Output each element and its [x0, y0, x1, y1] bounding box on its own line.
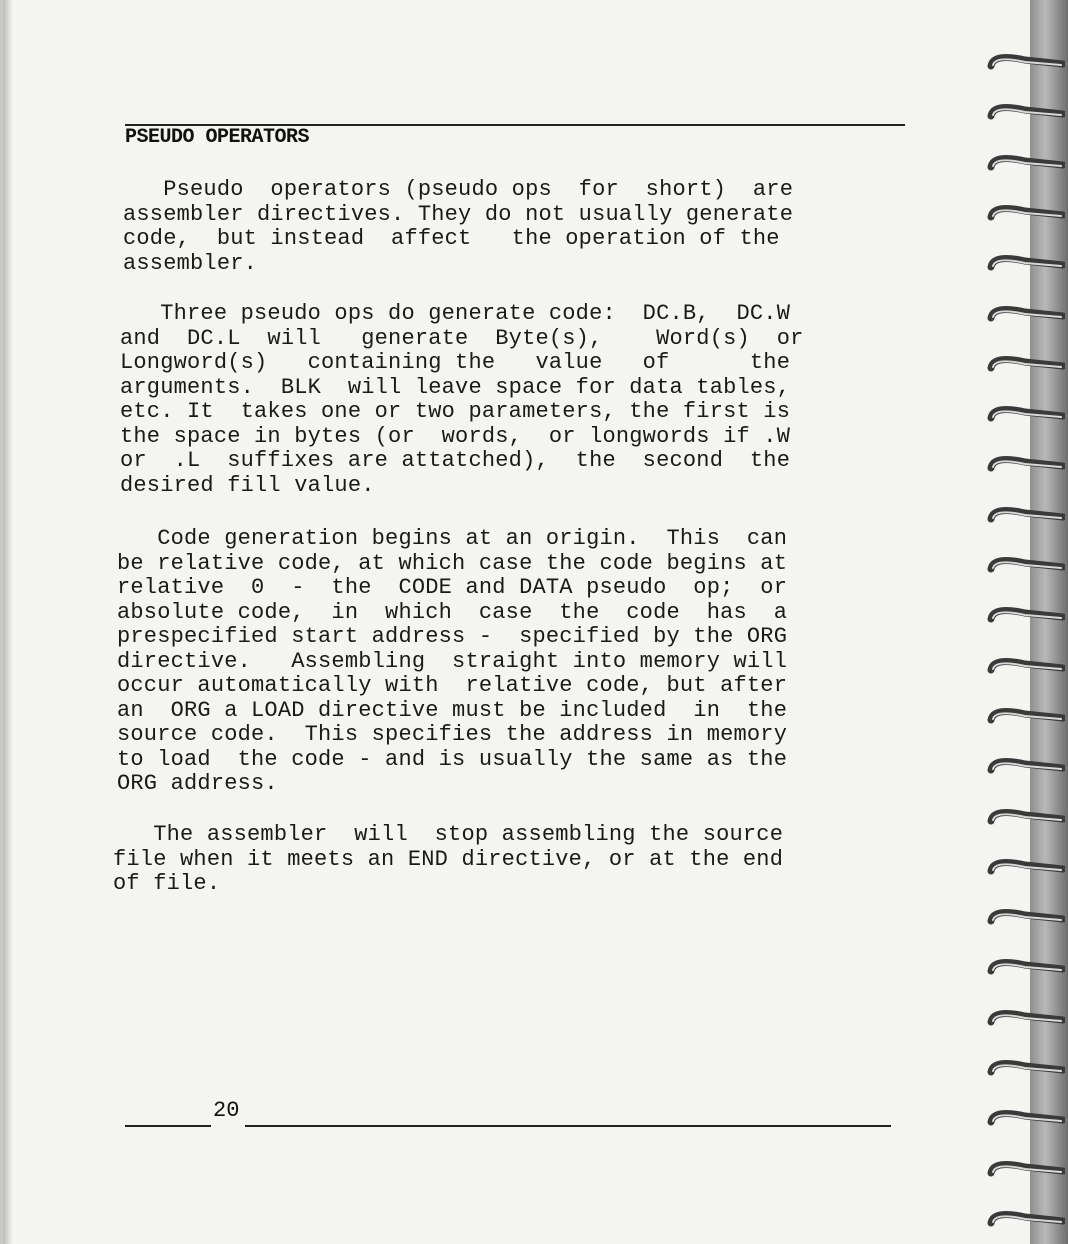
- paragraph-pseudo-ops-intro: Pseudo operators (pseudo ops for short) are assembler directives. They do not usually generate code, but instead affect the operation of the assembler.: [123, 177, 794, 276]
- footer-rule-right: [245, 1125, 891, 1127]
- binding-coil: [985, 807, 1065, 833]
- binding-coil: [985, 857, 1065, 883]
- footer-rule-left: [125, 1125, 211, 1127]
- paragraph-end-directive: The assembler will stop assembling the source file when it meets an END directive, or at the end of file.: [113, 822, 784, 896]
- binding-coil: [985, 1159, 1065, 1185]
- binding-coil: [985, 756, 1065, 782]
- binding-coil: [985, 1209, 1065, 1235]
- binding-coil: [985, 1108, 1065, 1134]
- binding-coil: [985, 153, 1065, 179]
- binding-coil: [985, 907, 1065, 933]
- binding-coil: [985, 203, 1065, 229]
- paragraph-code-origin: Code generation begins at an origin. This can be relative code, at which case the code begins at relative 0 - the CODE and DATA pseudo op; or absolute code, in which case the code has a prespecified start address - specified by the ORG directive. Assembling straight into memory will occur automatically with relative code, but after an ORG a LOAD directive must be included in the source code. This specifies the address in memory to load the code - and is usually the same as the ORG address.: [117, 526, 788, 796]
- binding-coil: [985, 102, 1065, 128]
- page-edge-shadow: [3, 0, 13, 1244]
- binding-coil: [985, 354, 1065, 380]
- binding-coil: [985, 1058, 1065, 1084]
- binding-coil: [985, 454, 1065, 480]
- page-number: 20: [213, 1098, 240, 1123]
- paragraph-code-generating-ops: Three pseudo ops do generate code: DC.B, DC.W and DC.L will generate Byte(s), Word(s) or Longword(s) containing the value of the arguments. BLK will leave space for data tables, etc. It takes one or two parameters, the first is the space in bytes (or words, or longwords if .W or .L suffixes are attatched), the second the desired fill value.: [120, 301, 804, 498]
- binding-coil: [985, 706, 1065, 732]
- binding-coil: [985, 957, 1065, 983]
- binding-coil: [985, 656, 1065, 682]
- binding-coil: [985, 253, 1065, 279]
- binding-coil: [985, 404, 1065, 430]
- page-footer: [125, 1098, 891, 1128]
- section-heading: PSEUDO OPERATORS: [125, 126, 310, 149]
- binding-coil: [985, 52, 1065, 78]
- binding-coil: [985, 605, 1065, 631]
- binding-coil: [985, 505, 1065, 531]
- binding-coil: [985, 555, 1065, 581]
- binding-coil: [985, 304, 1065, 330]
- binding-coil: [985, 1008, 1065, 1034]
